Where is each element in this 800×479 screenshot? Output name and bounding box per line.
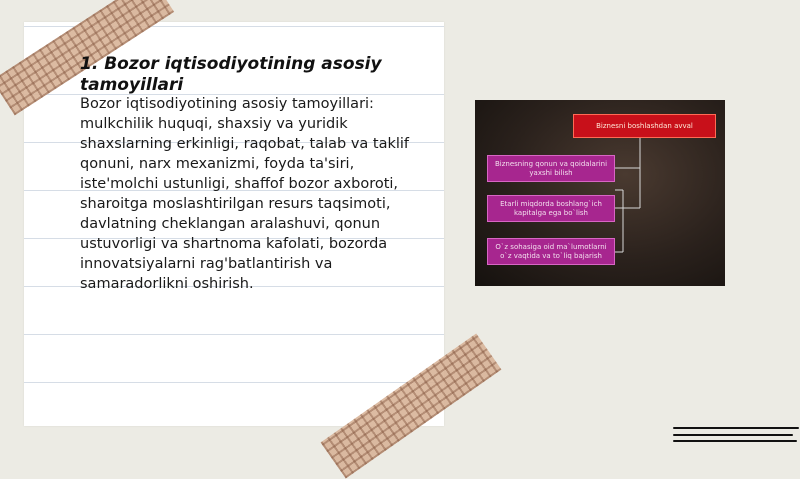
decorative-line: [673, 434, 793, 436]
section-title: 1. Bozor iqtisodiyotining asosiy tamoyillari: [80, 54, 382, 95]
slide-item-box: O`z sohasiga oid ma`lumotlarni o`z vaqtida va to`liq bajarish: [487, 238, 615, 265]
decorative-line: [673, 427, 799, 429]
slide-item-box: Etarli miqdorda boshlang`ich kapitalga ega bo`lish: [487, 195, 615, 222]
section-body: Bozor iqtisodiyotining asosiy tamoyillari: mulkchilik huquqi, shaxsiy va yuridik shaxslarning erkinligi, raqobat, talab va taklif qonuni, narx mexanizmi, foyda ta'siri, iste'molchi ustunligi, shaffof bozor axboroti, sharoitga moslashtirilgan resurs taqsimoti, davlatning cheklangan aralashuvi, qonun ustuvorligi va shartnoma kafolati, bozorda innovatsiyalarni rag'batlantirish va samaradorlikni oshirish.: [80, 96, 410, 292]
embedded-slide-image: [475, 100, 725, 286]
decorative-lines: [673, 425, 800, 445]
decorative-line: [673, 440, 797, 442]
slide-item-box: Biznesning qonun va qoidalarini yaxshi bilish: [487, 155, 615, 182]
slide-top-box: Biznesni boshlashdan avval: [573, 114, 716, 138]
